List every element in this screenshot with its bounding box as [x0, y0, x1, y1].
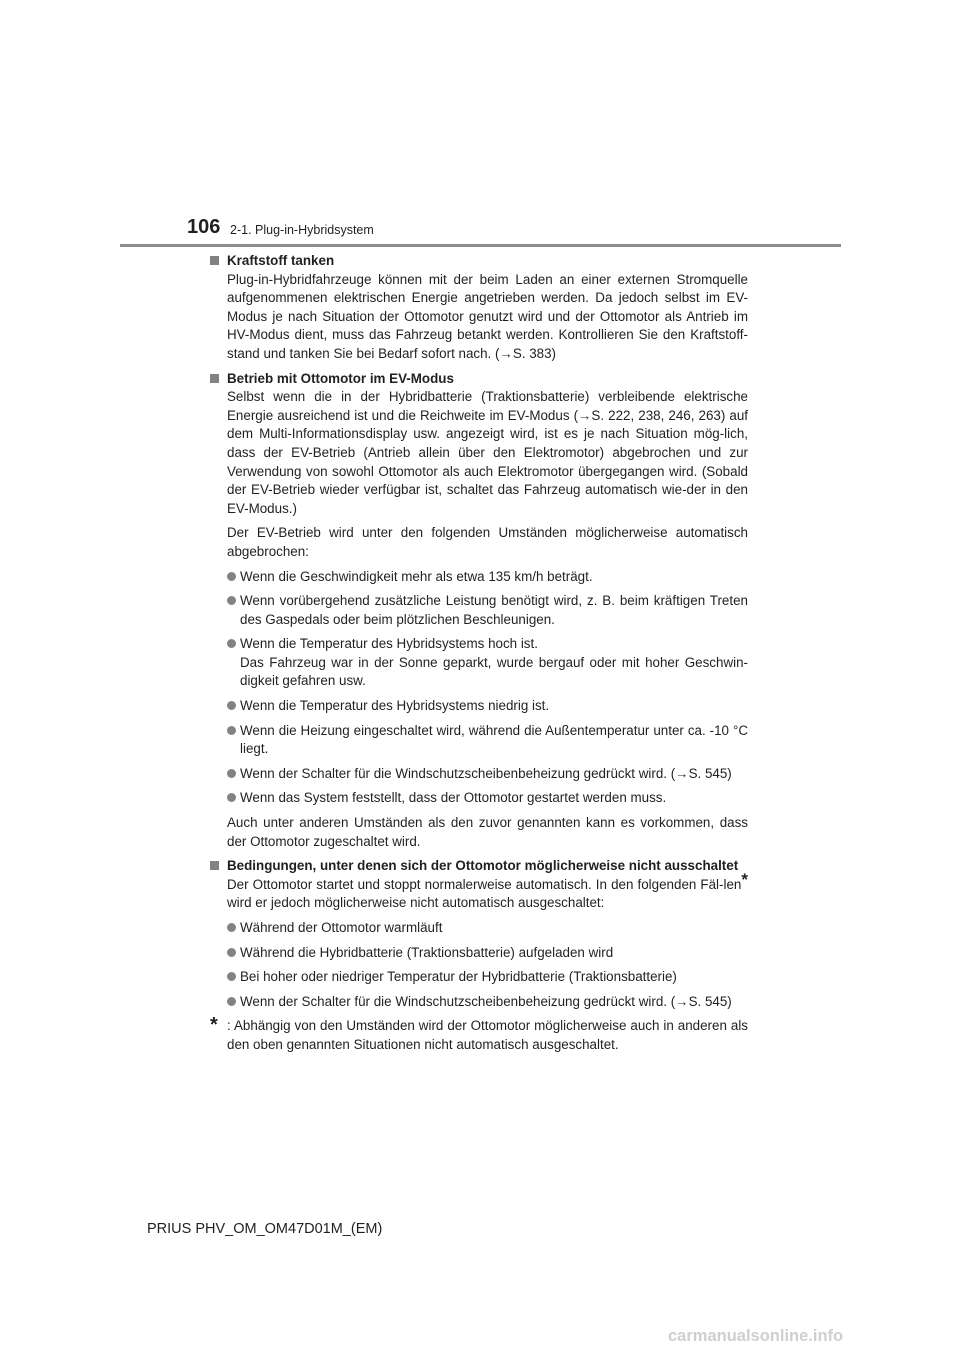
round-bullet-icon	[227, 726, 236, 735]
intro-text: Der Ottomotor startet und stoppt normalerweise automatisch. In den folgenden Fäl-len	[227, 876, 742, 892]
round-bullet-icon	[227, 769, 236, 778]
list-item-text: Während der Ottomotor warmläuft	[240, 920, 443, 935]
square-bullet-icon	[210, 861, 219, 870]
intro-text-continued: wird er jedoch möglicherweise nicht automatisch ausgeschaltet:	[227, 895, 605, 911]
list-item-text: Während die Hybridbatterie (Traktionsbatterie) aufgeladen wird	[240, 944, 614, 960]
footnote-star-icon: *	[210, 1014, 218, 1037]
watermark: carmanualsonline.info	[668, 1327, 844, 1345]
round-bullet-icon	[227, 972, 236, 981]
round-bullet-icon	[227, 948, 236, 957]
list-item	[227, 592, 748, 629]
list-item-text: Wenn die Heizung eingeschaltet wird, während die Außentemperatur unter ca. -10 °C liegt.	[240, 722, 748, 757]
paragraph: Plug-in-Hybridfahrzeuge können mit der beim Laden an einer externen Stromquelle aufgenommenen elektrischen Energie angetrieben werden. Da jedoch selbst im EV-Modus je nach Situation der Ottomotor genutzt wird und der Ottomotor als Antrieb im HV-Modus dient, muss das Fahrzeug betankt werden. Kontrollieren Sie den Kraftstoff-stand und tanken Sie bei Bedarf sofort nach. (→S. 383)	[227, 271, 748, 361]
section-kraftstoff-tanken	[210, 252, 748, 364]
paragraph: Der EV-Betrieb wird unter den folgenden Umständen möglicherweise automatisch abgebrochen:	[227, 525, 748, 559]
round-bullet-icon	[227, 572, 236, 581]
section-ottomotor-ev-modus	[210, 370, 748, 852]
section-title: 2-1. Plug-in-Hybridsystem	[230, 223, 374, 237]
list-item-text: Wenn vorübergehend zusätzliche Leistung benötigt wird, z. B. beim kräftigen Treten des Gaspedals oder beim plötzlichen Beschleunigen.	[240, 593, 748, 627]
list-item	[227, 568, 748, 587]
section-heading: Bedingungen, unter denen sich der Ottomotor möglicherweise nicht ausschaltet	[227, 858, 739, 874]
square-bullet-icon	[210, 256, 219, 265]
page-content	[210, 252, 748, 1055]
square-bullet-icon	[210, 374, 219, 383]
list-item	[227, 968, 748, 987]
round-bullet-icon	[227, 596, 236, 605]
paragraph: Auch unter anderen Umständen als den zuvor genannten kann es vorkommen, dass der Ottomotor zugeschaltet wird.	[227, 815, 748, 849]
list-item-text: Wenn die Geschwindigkeit mehr als etwa 135 km/h beträgt.	[240, 568, 593, 584]
list-item-text: Wenn die Temperatur des Hybridsystems hoch ist. Das Fahrzeug war in der Sonne geparkt, wurde bergauf oder mit hoher Geschwin-digkeit gefahren usw.	[240, 636, 748, 689]
round-bullet-icon	[227, 793, 236, 802]
document-id: PRIUS PHV_OM_OM47D01M_(EM)	[147, 1221, 383, 1237]
round-bullet-icon	[227, 997, 236, 1006]
round-bullet-icon	[227, 701, 236, 710]
footnote	[210, 1014, 748, 1054]
list-item	[227, 789, 748, 808]
paragraph: Selbst wenn die in der Hybridbatterie (Traktionsbatterie) verbleibende elektrische Energie ausreichend ist und die Reichweite im EV-Modus (→S. 222, 238, 246, 263) auf dem Multi-Informationsdisplay usw. angezeigt wird, ist es je nach Situation mög-lich, dass der EV-Betrieb (Antrieb allein über den Elektromotor) abgebrochen und zur Verwendung von sowohl Ottomotor als auch Elektromotor übergegangen wird. (Sobald der EV-Betrieb wieder verfügbar ist, schaltet das Fahrzeug automatisch wie-der in den EV-Modus.)	[227, 389, 748, 516]
footnote-star-icon: *	[741, 869, 748, 889]
section-heading: Betrieb mit Ottomotor im EV-Modus	[227, 370, 454, 386]
list-item-text: Bei hoher oder niedriger Temperatur der Hybridbatterie (Traktionsbatterie)	[240, 969, 677, 985]
list-item-text: Wenn der Schalter für die Windschutzscheibenbeheizung gedrückt wird. (→S. 545)	[240, 993, 732, 1009]
page-number: 106	[187, 216, 221, 238]
section-ottomotor-nicht-ausschalten	[210, 857, 748, 1011]
list-item	[227, 722, 748, 759]
list-item	[227, 635, 748, 691]
list-item-text: Wenn das System feststellt, dass der Ottomotor gestartet werden muss.	[240, 790, 667, 806]
list-item	[227, 993, 748, 1012]
list-item	[227, 765, 748, 784]
section-heading: Kraftstoff tanken	[227, 253, 335, 268]
list-item	[227, 919, 748, 938]
list-item-text: Wenn die Temperatur des Hybridsystems niedrig ist.	[240, 698, 550, 714]
round-bullet-icon	[227, 639, 236, 648]
round-bullet-icon	[227, 923, 236, 932]
header-rule	[120, 244, 841, 247]
paragraph	[227, 869, 748, 913]
list-item	[227, 697, 748, 716]
list-item	[227, 944, 748, 963]
footnote-text: : Abhängig von den Umständen wird der Ottomotor möglicherweise auch in anderen als den oben genannten Situationen nicht automatisch ausgeschaltet.	[227, 1018, 748, 1052]
list-item-text: Wenn der Schalter für die Windschutzscheibenbeheizung gedrückt wird. (→S. 545)	[240, 765, 732, 781]
